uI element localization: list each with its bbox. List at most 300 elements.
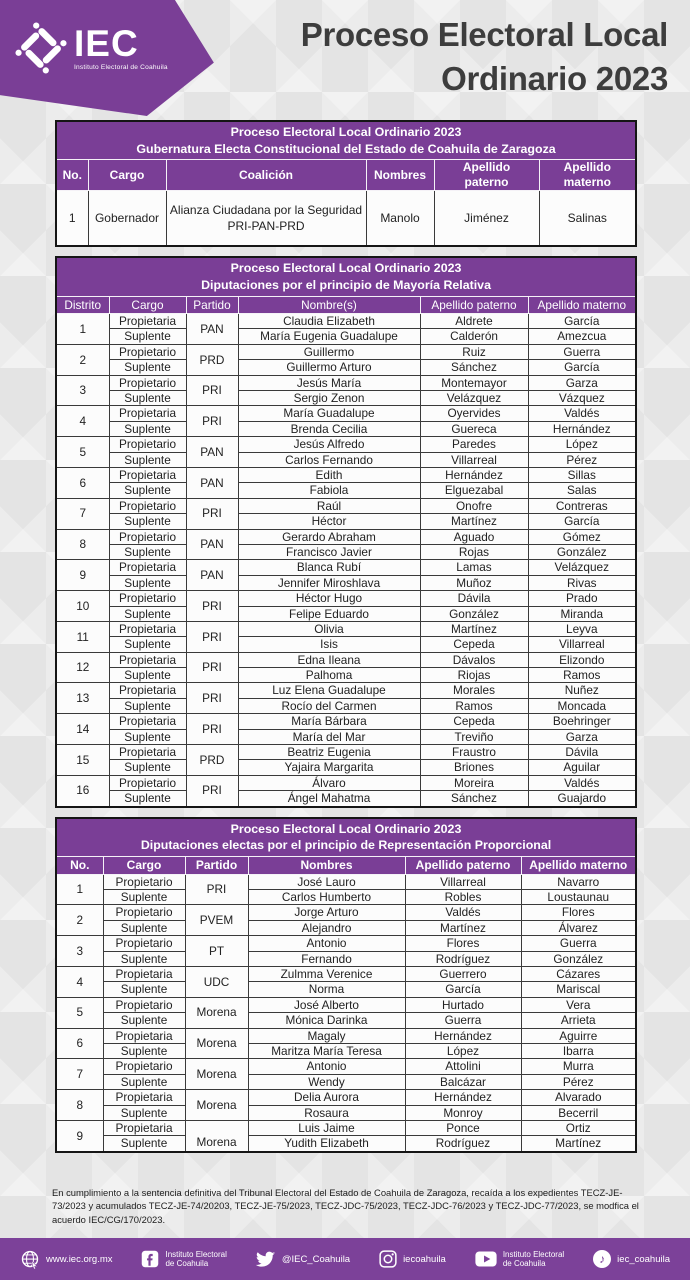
column-header: Cargo <box>109 296 186 313</box>
cell-nombres: Carlos Humberto <box>248 890 405 905</box>
cell-nombres: Luz Elena Guadalupe <box>238 683 420 698</box>
cell-partido: Morena <box>185 997 248 1028</box>
cell-apellido-materno: Vera <box>521 997 636 1012</box>
cell-apellido-paterno: García <box>405 982 521 997</box>
cell-distrito: 13 <box>56 683 109 714</box>
cell-cargo: Propietario <box>109 375 186 390</box>
table-row <box>56 467 636 482</box>
cell-apellido-paterno: López <box>405 1043 521 1058</box>
column-header: Apellido paterno <box>434 160 539 190</box>
cell-cargo: Propietario <box>103 997 185 1012</box>
cell-cargo: Suplente <box>109 575 186 590</box>
youtube-item <box>475 1250 564 1269</box>
cell-distrito: 14 <box>56 714 109 745</box>
table-title-band <box>56 257 636 296</box>
column-header: Nombres <box>366 160 434 190</box>
cell-apellido-materno: Ortiz <box>521 1120 636 1135</box>
cell-nombres: Álvaro <box>238 775 420 790</box>
cell-distrito: 8 <box>56 1090 103 1121</box>
cell-apellido-materno: Boehringer <box>528 714 636 729</box>
cell-cargo: Propietario <box>109 437 186 452</box>
cell-partido: PRI <box>186 406 238 437</box>
cell-coalicion <box>166 190 366 246</box>
table-row <box>56 498 636 513</box>
cell-partido: PRI <box>186 621 238 652</box>
table-title-line1: Proceso Electoral Local Ordinario 2023 <box>230 261 462 276</box>
tiktok-handle: iec_coahuila <box>617 1253 670 1265</box>
table-row <box>56 1013 636 1028</box>
cell-cargo: Propietario <box>109 344 186 359</box>
cell-apellido-paterno: Sánchez <box>420 791 528 807</box>
table-title-line2: Diputaciones por el principio de Mayoría Relativa <box>201 277 491 292</box>
cell-partido: PRD <box>186 745 238 776</box>
table-row <box>56 314 636 329</box>
cell-apellido-paterno: Riojas <box>420 668 528 683</box>
cell-apellido-paterno: Cepeda <box>420 714 528 729</box>
cell-cargo: Propietario <box>103 874 185 889</box>
table-row <box>56 951 636 966</box>
page-header <box>0 0 690 120</box>
iec-logo-icon <box>15 22 67 74</box>
table-row <box>56 514 636 529</box>
cell-nombres: María Bárbara <box>238 714 420 729</box>
cell-apellido-materno: Moncada <box>528 698 636 713</box>
cell-cargo: Propietario <box>103 936 185 951</box>
table-row <box>56 637 636 652</box>
cell-apellido-materno: Loustaunau <box>521 890 636 905</box>
cell-cargo: Gobernador <box>88 190 166 246</box>
table-row <box>56 575 636 590</box>
table-row <box>56 1074 636 1089</box>
cell-cargo: Propietaria <box>109 714 186 729</box>
table-row <box>56 1090 636 1105</box>
cell-apellido-materno: Amezcua <box>528 329 636 344</box>
table-row <box>56 391 636 406</box>
instagram-item <box>379 1250 446 1268</box>
cell-distrito: 16 <box>56 775 109 806</box>
cell-apellido-paterno: Morales <box>420 683 528 698</box>
tiktok-icon: ♪ <box>593 1250 611 1268</box>
cell-apellido-paterno: Aguado <box>420 529 528 544</box>
cell-cargo: Suplente <box>109 637 186 652</box>
cell-apellido-paterno: Villarreal <box>420 452 528 467</box>
cell-apellido-paterno: Ruiz <box>420 344 528 359</box>
cell-apellido-paterno: Paredes <box>420 437 528 452</box>
cell-apellido-materno: Prado <box>528 591 636 606</box>
cell-apellido-materno: Flores <box>521 905 636 920</box>
iec-logo <box>15 22 168 74</box>
cell-cargo: Suplente <box>103 1136 185 1152</box>
page-title <box>301 13 668 101</box>
table-row <box>56 982 636 997</box>
table-row <box>56 890 636 905</box>
column-header: No. <box>56 160 88 190</box>
cell-cargo: Propietaria <box>109 314 186 329</box>
facebook-item <box>141 1250 226 1269</box>
cell-apellido-paterno: Ponce <box>405 1120 521 1135</box>
table-row <box>56 606 636 621</box>
cell-partido: PRI <box>186 591 238 622</box>
cell-nombres: Claudia Elizabeth <box>238 314 420 329</box>
table-row <box>56 920 636 935</box>
cell-apellido-materno: Martínez <box>521 1136 636 1152</box>
table-row <box>56 729 636 744</box>
table-title-band <box>56 818 636 857</box>
instagram-handle: iecoahuila <box>403 1253 446 1265</box>
cell-apellido-materno: González <box>521 951 636 966</box>
cell-cargo: Suplente <box>103 1105 185 1120</box>
cell-cargo: Propietario <box>109 775 186 790</box>
table-row <box>56 406 636 421</box>
column-header: Apellido paterno <box>405 857 521 875</box>
cell-cargo: Suplente <box>109 760 186 775</box>
cell-apellido-paterno: Rodríguez <box>405 951 521 966</box>
cell-nombres: Antonio <box>248 1059 405 1074</box>
table-row <box>56 1105 636 1120</box>
cell-partido: UDC <box>185 967 248 998</box>
cell-apellido-paterno: Dávalos <box>420 652 528 667</box>
table-title-line2: Gubernatura Electa Constitucional del Estado de Coahuila de Zaragoza <box>136 141 556 156</box>
cell-partido: PRI <box>186 375 238 406</box>
cell-cargo: Suplente <box>109 698 186 713</box>
cell-distrito: 5 <box>56 997 103 1028</box>
column-header: Apellido paterno <box>420 296 528 313</box>
cell-apellido-materno: Pérez <box>528 452 636 467</box>
cell-apellido-paterno: Martínez <box>420 621 528 636</box>
youtube-label <box>503 1250 564 1269</box>
cell-cargo: Suplente <box>103 982 185 997</box>
cell-cargo: Suplente <box>109 483 186 498</box>
cell-apellido-materno: Villarreal <box>528 637 636 652</box>
instagram-icon <box>379 1250 397 1268</box>
cell-nombres: Edna Ileana <box>238 652 420 667</box>
table-row <box>56 652 636 667</box>
cell-apellido-paterno: Moreira <box>420 775 528 790</box>
cell-distrito: 4 <box>56 406 109 437</box>
cell-distrito: 9 <box>56 560 109 591</box>
cell-no: 1 <box>56 190 88 246</box>
cell-apellido-paterno: Sánchez <box>420 360 528 375</box>
cell-apellido-materno: Aguilar <box>528 760 636 775</box>
table-row <box>56 344 636 359</box>
cell-apellido-materno: Valdés <box>528 775 636 790</box>
cell-nombres: Olivia <box>238 621 420 636</box>
cell-cargo: Propietaria <box>109 621 186 636</box>
cell-apellido-materno: González <box>528 544 636 559</box>
table-row <box>56 360 636 375</box>
coalicion-siglas: PRI-PAN-PRD <box>227 218 305 233</box>
cell-cargo: Suplente <box>109 606 186 621</box>
cell-nombres: Edith <box>238 467 420 482</box>
column-header: Partido <box>185 857 248 875</box>
cell-apellido-paterno: Rodríguez <box>405 1136 521 1152</box>
column-header: Nombre(s) <box>238 296 420 313</box>
website-url: www.iec.org.mx <box>46 1253 113 1265</box>
cell-distrito: 1 <box>56 874 103 905</box>
cell-cargo: Propietaria <box>109 652 186 667</box>
cell-partido: PRI <box>186 714 238 745</box>
cell-nombres: Jesús María <box>238 375 420 390</box>
cell-apellido-paterno: Martínez <box>420 514 528 529</box>
youtube-icon <box>475 1251 497 1267</box>
cell-partido: PAN <box>186 467 238 498</box>
cell-distrito: 8 <box>56 529 109 560</box>
cell-apellido-materno: Ramos <box>528 668 636 683</box>
logo-subtitle: Instituto Electoral de Coahuila <box>74 64 168 71</box>
table-row <box>56 483 636 498</box>
twitter-item <box>256 1251 350 1268</box>
cell-nombres: Fabiola <box>238 483 420 498</box>
cell-apellido-paterno: Jiménez <box>434 190 539 246</box>
cell-apellido-paterno: Velázquez <box>420 391 528 406</box>
cell-cargo: Propietaria <box>109 560 186 575</box>
tables-container <box>55 120 635 1162</box>
column-header: Apellido materno <box>528 296 636 313</box>
column-header-row <box>56 857 636 875</box>
cell-partido: Morena <box>185 1059 248 1090</box>
cell-apellido-materno: Gómez <box>528 529 636 544</box>
cell-apellido-materno: Hernández <box>528 421 636 436</box>
cell-partido: Morena <box>185 1028 248 1059</box>
cell-nombres: María Eugenia Guadalupe <box>238 329 420 344</box>
table-row <box>56 1043 636 1058</box>
column-header: Distrito <box>56 296 109 313</box>
cell-apellido-paterno: Monroy <box>405 1105 521 1120</box>
table-row <box>56 967 636 982</box>
cell-apellido-materno: Salas <box>528 483 636 498</box>
table-row <box>56 190 636 246</box>
cell-distrito: 10 <box>56 591 109 622</box>
cell-cargo: Suplente <box>109 360 186 375</box>
cell-apellido-materno: López <box>528 437 636 452</box>
cell-cargo: Suplente <box>109 329 186 344</box>
cell-distrito: 3 <box>56 936 103 967</box>
cell-apellido-materno: Becerril <box>521 1105 636 1120</box>
cell-cargo: Suplente <box>103 890 185 905</box>
cell-nombres: Ángel Mahatma <box>238 791 420 807</box>
cell-apellido-paterno: Attolini <box>405 1059 521 1074</box>
cell-apellido-paterno: Aldrete <box>420 314 528 329</box>
cell-apellido-materno: Nuñez <box>528 683 636 698</box>
cell-distrito: 6 <box>56 1028 103 1059</box>
table-row <box>56 329 636 344</box>
cell-apellido-materno: Alvarado <box>521 1090 636 1105</box>
table-row <box>56 591 636 606</box>
cell-apellido-paterno: Oyervides <box>420 406 528 421</box>
cell-apellido-paterno: Treviño <box>420 729 528 744</box>
cell-partido: PRD <box>186 344 238 375</box>
table-row <box>56 421 636 436</box>
cell-apellido-paterno: Muñoz <box>420 575 528 590</box>
cell-apellido-materno: Sillas <box>528 467 636 482</box>
cell-nombres: José Alberto <box>248 997 405 1012</box>
cell-apellido-materno: García <box>528 314 636 329</box>
cell-apellido-materno: Álvarez <box>521 920 636 935</box>
website-item <box>20 1249 113 1270</box>
cell-nombres: Brenda Cecilia <box>238 421 420 436</box>
cell-nombres: Rosaura <box>248 1105 405 1120</box>
cell-nombres: Héctor <box>238 514 420 529</box>
table-row <box>56 437 636 452</box>
cell-partido: PAN <box>186 437 238 468</box>
cell-apellido-materno: Salinas <box>539 190 636 246</box>
cell-partido: PRI <box>186 683 238 714</box>
cell-nombres: Delia Aurora <box>248 1090 405 1105</box>
table-title-band <box>56 121 636 160</box>
cell-apellido-paterno: Villarreal <box>405 874 521 889</box>
table-row <box>56 760 636 775</box>
cell-nombres: Maritza María Teresa <box>248 1043 405 1058</box>
cell-nombres: Yudith Elizabeth <box>248 1136 405 1152</box>
cell-nombres: Alejandro <box>248 920 405 935</box>
table-row <box>56 874 636 889</box>
cell-apellido-materno: García <box>528 360 636 375</box>
cell-cargo: Suplente <box>103 1074 185 1089</box>
cell-nombres: Palhoma <box>238 668 420 683</box>
cell-cargo: Propietaria <box>109 745 186 760</box>
cell-cargo: Propietaria <box>103 1028 185 1043</box>
table-row <box>56 791 636 807</box>
table-title-line1: Proceso Electoral Local Ordinario 2023 <box>230 821 462 836</box>
table-row <box>56 905 636 920</box>
cell-apellido-paterno: Robles <box>405 890 521 905</box>
cell-cargo: Propietaria <box>109 683 186 698</box>
cell-nombres: Beatriz Eugenia <box>238 745 420 760</box>
cell-apellido-paterno: Cepeda <box>420 637 528 652</box>
table-row <box>56 1120 636 1135</box>
cell-partido: PT <box>185 936 248 967</box>
cell-apellido-paterno: Balcázar <box>405 1074 521 1089</box>
cell-partido: Morena <box>185 1120 248 1151</box>
cell-nombres: Fernando <box>248 951 405 966</box>
table-row <box>56 683 636 698</box>
column-header-row <box>56 296 636 313</box>
column-header: No. <box>56 857 103 875</box>
cell-cargo: Propietaria <box>109 467 186 482</box>
cell-apellido-paterno: Briones <box>420 760 528 775</box>
cell-apellido-materno: Pérez <box>521 1074 636 1089</box>
cell-distrito: 12 <box>56 652 109 683</box>
cell-partido: PRI <box>186 498 238 529</box>
cell-apellido-materno: Guerra <box>528 344 636 359</box>
column-header: Partido <box>186 296 238 313</box>
table-row <box>56 775 636 790</box>
cell-nombres: Zulmma Verenice <box>248 967 405 982</box>
cell-nombres: Guillermo Arturo <box>238 360 420 375</box>
cell-apellido-materno: Miranda <box>528 606 636 621</box>
cell-nombres: Magaly <box>248 1028 405 1043</box>
column-header: Coalición <box>166 160 366 190</box>
cell-apellido-paterno: Onofre <box>420 498 528 513</box>
cell-distrito: 2 <box>56 344 109 375</box>
table-row <box>56 1136 636 1152</box>
cell-cargo: Suplente <box>109 452 186 467</box>
coalicion-nombre: Alianza Ciudadana por la Seguridad <box>169 202 363 217</box>
cell-cargo: Suplente <box>103 1043 185 1058</box>
column-header: Cargo <box>88 160 166 190</box>
cell-distrito: 9 <box>56 1120 103 1151</box>
table-row <box>56 1028 636 1043</box>
cell-partido: PRI <box>185 874 248 905</box>
cell-apellido-materno: Velázquez <box>528 560 636 575</box>
cell-cargo: Suplente <box>103 1013 185 1028</box>
cell-apellido-paterno: Lamas <box>420 560 528 575</box>
social-bar <box>0 1238 690 1280</box>
cell-apellido-paterno: González <box>420 606 528 621</box>
cell-apellido-materno: Arrieta <box>521 1013 636 1028</box>
table-row <box>56 529 636 544</box>
cell-nombres: Yajaira Margarita <box>238 760 420 775</box>
cell-apellido-paterno: Dávila <box>420 591 528 606</box>
cell-apellido-materno: Ibarra <box>521 1043 636 1058</box>
youtube-label-line1: Instituto Electoral <box>502 1249 565 1259</box>
cell-apellido-materno: Guajardo <box>528 791 636 807</box>
cell-apellido-materno: Garza <box>528 729 636 744</box>
table-row <box>56 1059 636 1074</box>
cell-distrito: 1 <box>56 314 109 345</box>
cell-apellido-materno: Cázares <box>521 967 636 982</box>
cell-cargo: Suplente <box>109 391 186 406</box>
tiktok-item <box>593 1250 670 1268</box>
cell-nombres: Héctor Hugo <box>238 591 420 606</box>
cell-apellido-paterno: Hernández <box>405 1090 521 1105</box>
cell-nombres: Raúl <box>238 498 420 513</box>
cell-cargo: Propietaria <box>103 1120 185 1135</box>
cell-apellido-paterno: Fraustro <box>420 745 528 760</box>
cell-cargo: Suplente <box>109 668 186 683</box>
page-title-line2: Ordinario 2023 <box>441 59 668 97</box>
cell-apellido-paterno: Valdés <box>405 905 521 920</box>
table-row <box>56 621 636 636</box>
cell-nombres: Guillermo <box>238 344 420 359</box>
mayoria-relativa-table <box>55 256 637 807</box>
cell-apellido-materno: Navarro <box>521 874 636 889</box>
cell-apellido-materno: Guerra <box>521 936 636 951</box>
facebook-label-line1: Instituto Electoral <box>165 1249 227 1259</box>
cell-apellido-materno: Mariscal <box>521 982 636 997</box>
table-row <box>56 560 636 575</box>
cell-nombres: Blanca Rubí <box>238 560 420 575</box>
page-title-line1: Proceso Electoral Local <box>300 16 668 53</box>
cell-cargo: Propietario <box>109 498 186 513</box>
cell-cargo: Propietario <box>103 905 185 920</box>
cell-partido: PAN <box>186 560 238 591</box>
cell-apellido-materno: Valdés <box>528 406 636 421</box>
cell-nombres: José Lauro <box>248 874 405 889</box>
cell-apellido-paterno: Flores <box>405 936 521 951</box>
cell-apellido-materno: Dávila <box>528 745 636 760</box>
cell-apellido-materno: Leyva <box>528 621 636 636</box>
cell-cargo: Propietario <box>103 1059 185 1074</box>
cell-apellido-materno: Vázquez <box>528 391 636 406</box>
cell-nombres: Isis <box>238 637 420 652</box>
logo-acronym: IEC <box>74 23 139 64</box>
cell-apellido-paterno: Rojas <box>420 544 528 559</box>
cell-nombres: Manolo <box>366 190 434 246</box>
cell-nombres: María del Mar <box>238 729 420 744</box>
cell-nombres: Jesús Alfredo <box>238 437 420 452</box>
facebook-label <box>165 1250 226 1269</box>
twitter-handle: @IEC_Coahuila <box>281 1253 351 1265</box>
cell-partido: PRI <box>186 775 238 806</box>
column-header: Apellido materno <box>539 160 636 190</box>
cell-distrito: 7 <box>56 498 109 529</box>
cell-distrito: 7 <box>56 1059 103 1090</box>
cell-apellido-materno: García <box>528 514 636 529</box>
cell-apellido-paterno: Calderón <box>420 329 528 344</box>
column-header: Cargo <box>103 857 185 875</box>
cell-apellido-materno: Murra <box>521 1059 636 1074</box>
